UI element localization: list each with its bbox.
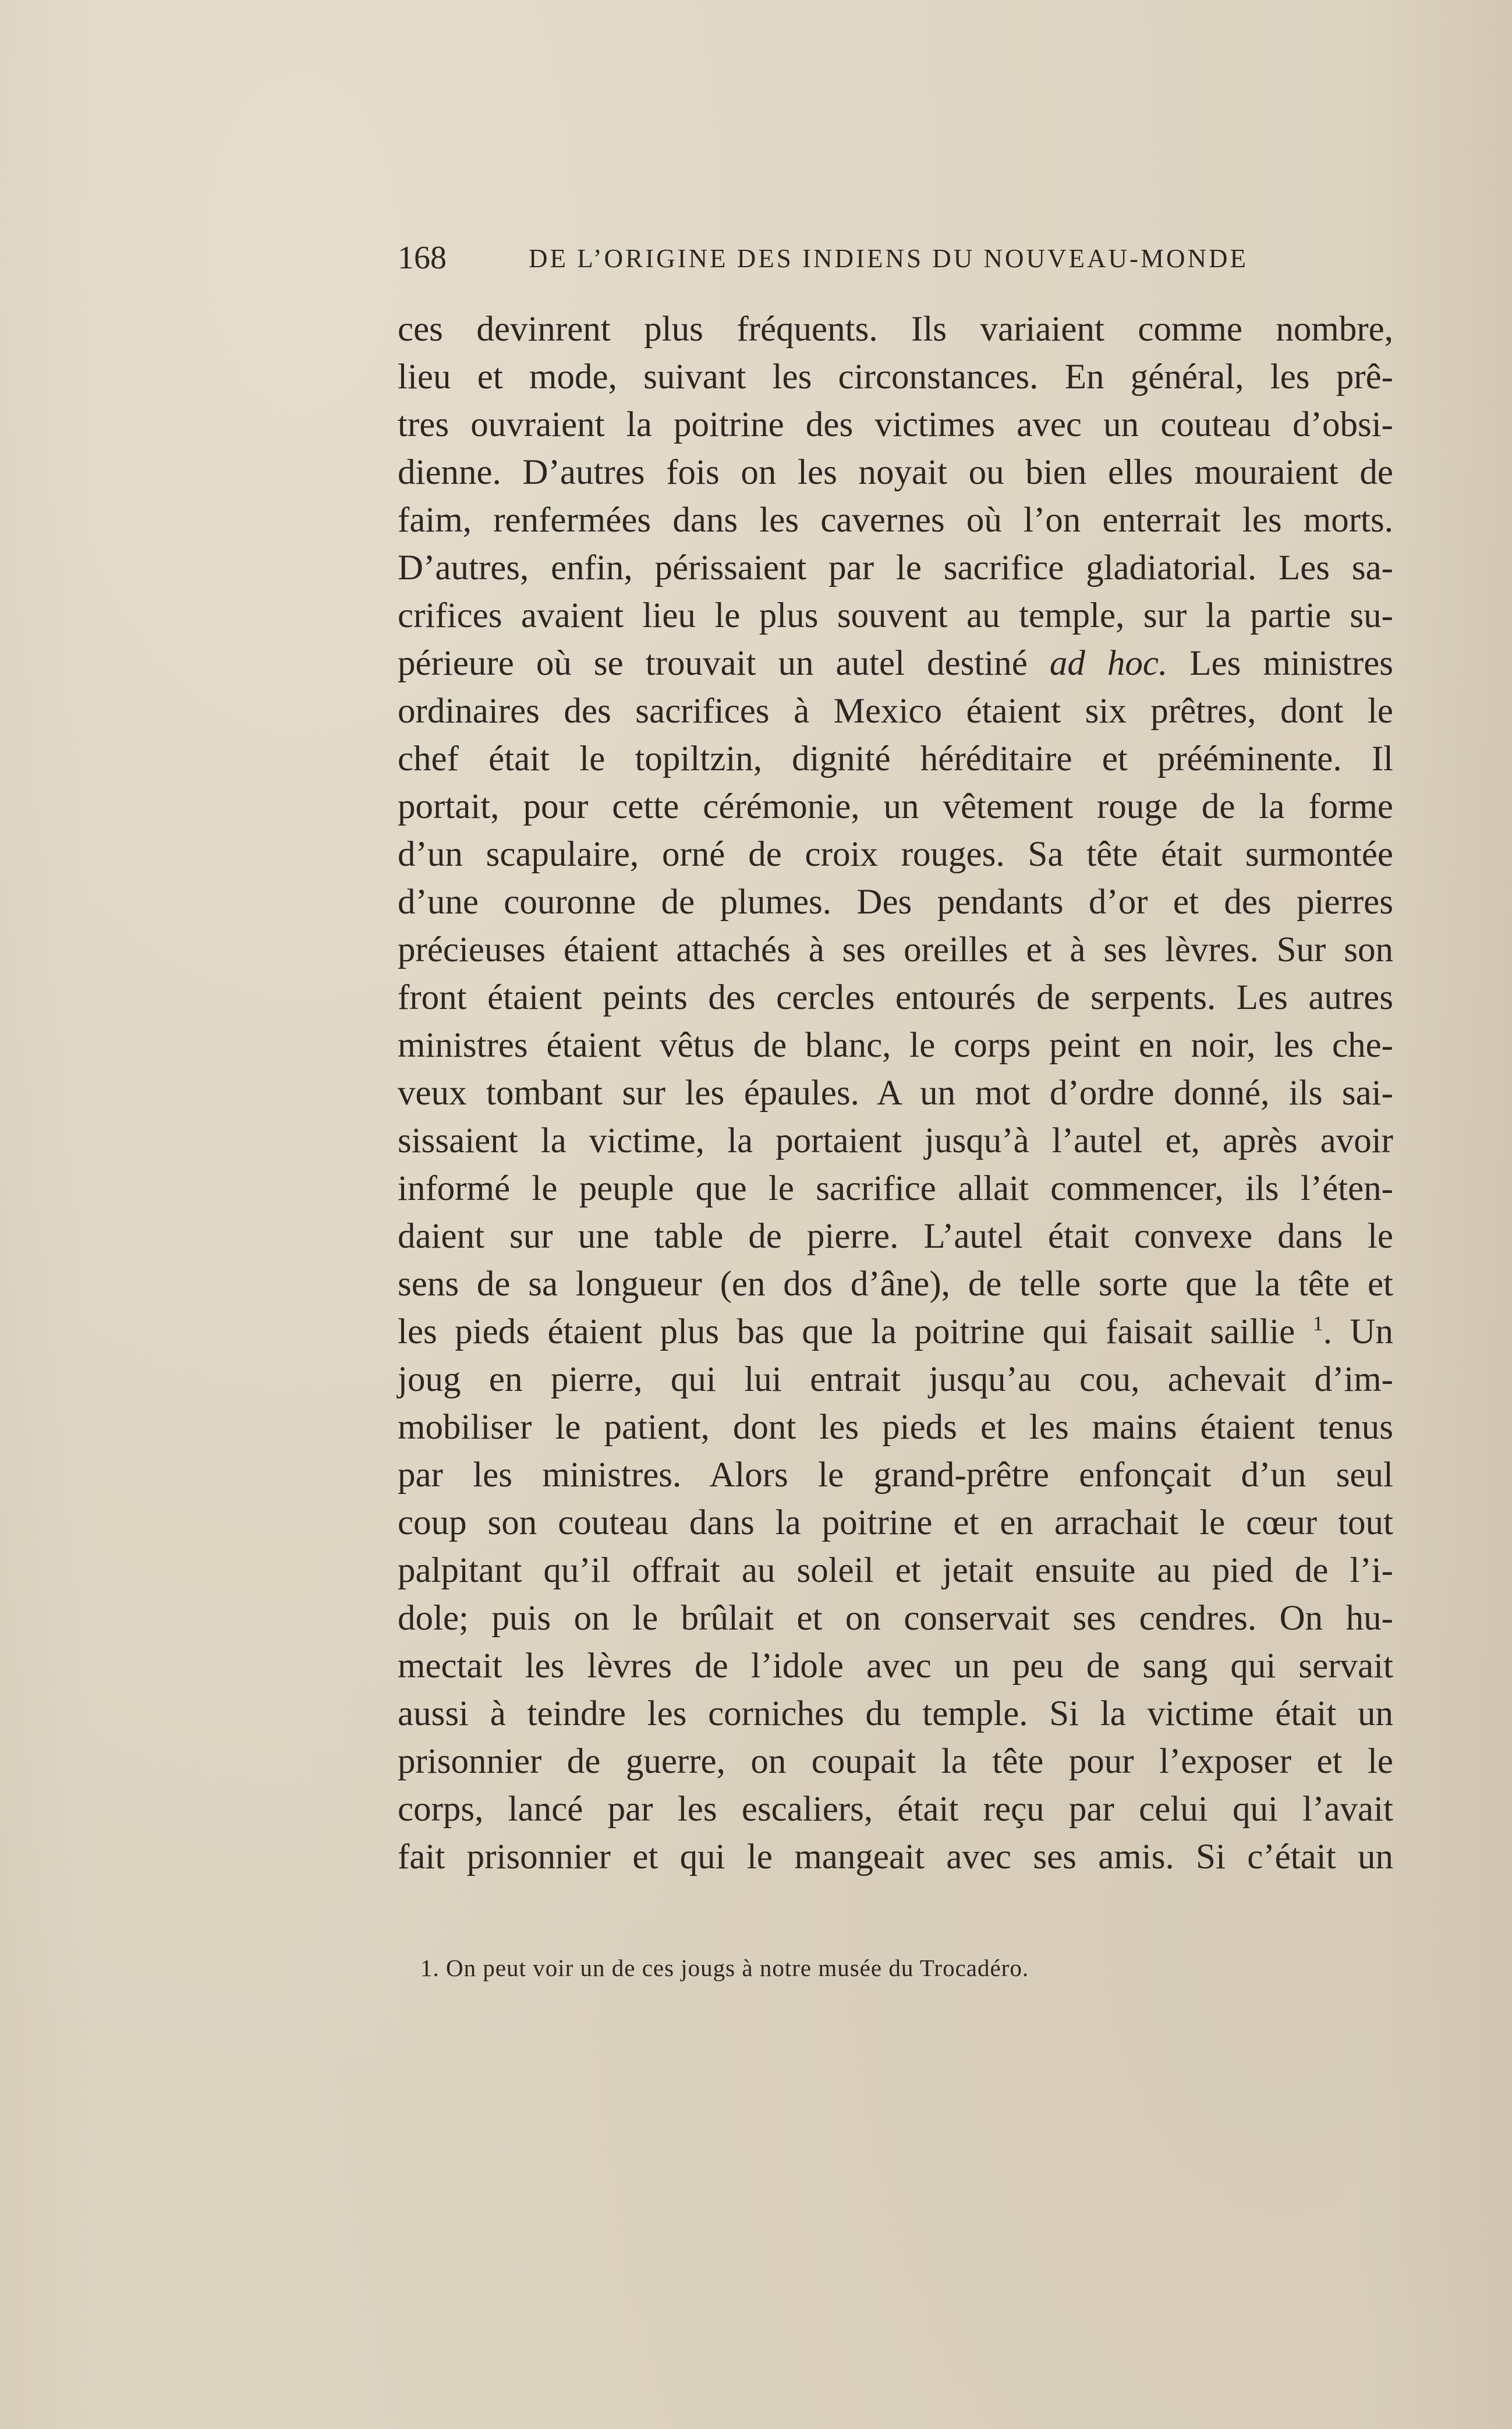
text-line: palpitant qu’il offrait au soleil et jetait ensuite au pied de l’i- <box>398 1551 1393 1590</box>
text-line: sissaient la victime, la portaient jusqu’à l’autel et, après avoir <box>398 1121 1393 1160</box>
text-line: corps, lancé par les escaliers, était reçu par celui qui l’avait <box>398 1790 1393 1829</box>
text-line: lieu et mode, suivant les circonstances. En général, les prê- <box>398 357 1393 396</box>
footnote-marker: 1. <box>420 1954 440 1981</box>
text-line: tres ouvraient la poitrine des victimes avec un couteau d’obsi- <box>398 405 1393 444</box>
footnote <box>420 1950 1410 1985</box>
text-line: prisonnier de guerre, on coupait la tête pour l’exposer et le <box>398 1742 1393 1781</box>
text-line: ordinaires des sacrifices à Mexico étaient six prêtres, dont le <box>398 692 1393 731</box>
page-header <box>398 238 1434 278</box>
text-segment: périeure où se trouvait un autel destiné <box>398 644 1028 683</box>
text-line: ministres étaient vêtus de blanc, le corps peint en noir, les che- <box>398 1026 1393 1065</box>
text-line: coup son couteau dans la poitrine et en arrachait le cœur tout <box>398 1503 1393 1542</box>
text-line: daient sur une table de pierre. L’autel était convexe dans le <box>398 1217 1393 1256</box>
text-line: informé le peuple que le sacrifice allait commencer, ils l’éten- <box>398 1169 1393 1208</box>
text-segment: Les ministres <box>1189 644 1394 683</box>
text-line: par les ministres. Alors le grand-prêtre enfonçait d’un seul <box>398 1456 1393 1495</box>
footnote-reference: 1 <box>1312 1312 1323 1335</box>
text-line: portait, pour cette cérémonie, un vêtement rouge de la forme <box>398 787 1393 826</box>
italic-phrase: ad hoc. <box>1049 644 1168 683</box>
text-line: dienne. D’autres fois on les noyait ou bien elles mouraient de <box>398 453 1393 492</box>
running-head: DE L’ORIGINE DES INDIENS DU NOUVEAU-MONDE <box>529 244 1248 273</box>
text-line: D’autres, enfin, périssaient par le sacrifice gladiatorial. Les sa- <box>398 548 1393 587</box>
text-line: précieuses étaient attachés à ses oreilles et à ses lèvres. Sur son <box>398 930 1393 969</box>
text-line: mobiliser le patient, dont les pieds et les mains étaient tenus <box>398 1408 1393 1447</box>
text-line: crifices avaient lieu le plus souvent au temple, sur la partie su- <box>398 596 1393 635</box>
text-line: joug en pierre, qui lui entrait jusqu’au cou, achevait d’im- <box>398 1360 1393 1399</box>
text-segment: . Un <box>1323 1312 1394 1351</box>
text-segment: les pieds étaient plus bas que la poitrine qui faisait saillie <box>398 1312 1295 1351</box>
text-line <box>398 1308 1393 1356</box>
text-line <box>398 640 1393 688</box>
text-line: d’un scapulaire, orné de croix rouges. Sa tête était surmontée <box>398 835 1393 874</box>
text-line: front étaient peints des cercles entourés de serpents. Les autres <box>398 978 1393 1017</box>
text-line: chef était le topiltzin, dignité héréditaire et prééminente. Il <box>398 739 1393 778</box>
text-line: d’une couronne de plumes. Des pendants d’or et des pierres <box>398 883 1393 922</box>
text-line: fait prisonnier et qui le mangeait avec ses amis. Si c’était un <box>398 1837 1393 1876</box>
text-line: sens de sa longueur (en dos d’âne), de telle sorte que la tête et <box>398 1265 1393 1304</box>
text-line: mectait les lèvres de l’idole avec un peu de sang qui servait <box>398 1647 1393 1686</box>
text-line: aussi à teindre les corniches du temple. Si la victime était un <box>398 1694 1393 1733</box>
text-line: dole; puis on le brûlait et on conservait ses cendres. On hu- <box>398 1599 1393 1638</box>
text-line: ces devinrent plus fréquents. Ils variaient comme nombre, <box>398 310 1393 349</box>
page-number: 168 <box>398 240 447 276</box>
text-line: veux tombant sur les épaules. A un mot d’ordre donné, ils sai- <box>398 1074 1393 1113</box>
text-line: faim, renfermées dans les cavernes où l’on enterrait les morts. <box>398 501 1393 540</box>
footnote-text: On peut voir un de ces jougs à notre musée du Trocadéro. <box>446 1954 1029 1981</box>
body-text <box>398 306 1393 1881</box>
